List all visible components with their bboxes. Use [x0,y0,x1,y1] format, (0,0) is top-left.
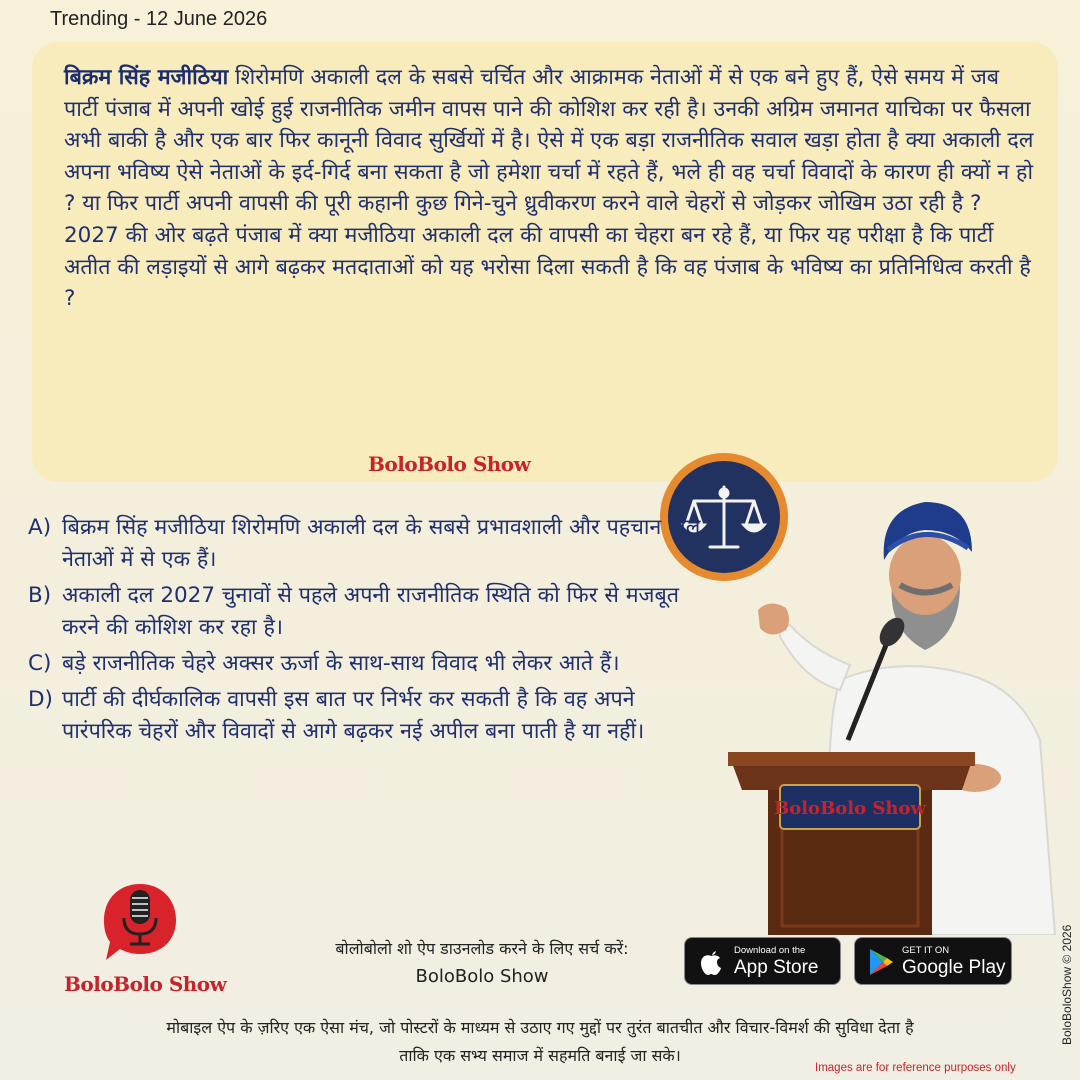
microphone-speech-bubble-icon [100,878,180,968]
option-text: पार्टी की दीर्घकालिक वापसी इस बात पर निर्भर कर सकती है कि वह अपने पारंपरिक चेहरों और विवादों से आगे बढ़कर नई अपील बना पाती है या नहीं। [62,687,645,744]
reference-disclaimer: Images are for reference purposes only [815,1062,1016,1074]
app-store-small-label: Download on the [734,945,806,956]
google-play-label: Google Play [902,957,1006,978]
article-text [64,62,1039,315]
podium-brand-label: BoloBolo Show [774,798,926,819]
option-letter: B) [28,583,52,608]
brand-logo-text: BoloBolo Show [64,972,227,996]
answer-options [28,512,708,752]
brand-watermark: BoloBolo Show [368,452,531,476]
app-store-label: App Store [734,957,819,978]
download-prompt [282,935,682,991]
article-body: शिरोमणि अकाली दल के सबसे चर्चित और आक्रामक नेताओं में से एक बने हुए हैं, ऐसे समय में जब पार्टी पंजाब में अपनी खोई हुई राजनीतिक जमीन वापस पाने की कोशिश कर रही है। उनकी अग्रिम जमानत याचिका पर फैसला अभी बाकी है और एक बार फिर कानूनी विवाद सुर्खियों में है। ऐसे में एक बड़ा राजनीतिक सवाल खड़ा होता है क्या अकाली दल अपना भविष्य ऐसे नेताओं के इर्द-गिर्द बना सकता है जो हमेशा चर्चा में रहते हैं, भले ही वह चर्चा विवादों के कारण ही क्यों न हो ? या फिर पार्टी अपनी वापसी की पूरी कहानी कुछ गिने-चुने ध्रुवीकरण करने वाले चेहरों से जोड़कर जोखिम उठा रही है ? 2027 की ओर बढ़ते पंजाब में क्या मजीठिया अकाली दल की वापसी का चेहरा बन रहे हैं, या फिर यह परीक्षा है कि पार्टी अतीत की लड़ाइयों से आगे बढ़कर मतदाताओं को यह भरोसा दिला सकती है कि वह पंजाब के भविष्य का प्रतिनिधित्व करती है ? [64,65,1034,312]
option-a[interactable] [28,512,708,576]
option-letter: C) [28,651,52,676]
option-text: बड़े राजनीतिक चेहरे अक्सर ऊर्जा के साथ-साथ विवाद भी लेकर आते हैं। [62,651,620,676]
copyright-text: BoloBoloShow © 2026 [1060,924,1074,1045]
option-letter: A) [28,515,52,540]
option-text: बिक्रम सिंह मजीठिया शिरोमणि अकाली दल के सबसे प्रभावशाली और पहचान वाले नेताओं में से एक हैं। [62,515,701,572]
download-app-name: BoloBolo Show [415,966,549,987]
option-text: अकाली दल 2027 चुनावों से पहले अपनी राजनीतिक स्थिति को फिर से मजबूत करने की कोशिश कर रहा है। [62,583,680,640]
footer-line-1: मोबाइल ऐप के ज़रिए एक ऐसा मंच, जो पोस्टरों के माध्यम से उठाए गए मुद्दों पर तुरंत बातचीत और विचार-विमर्श की सुविधा देता है [166,1018,914,1037]
option-c[interactable] [28,648,708,680]
option-b[interactable] [28,580,708,644]
article-lead-name: बिक्रम सिंह मजीठिया [64,65,229,90]
speaker-illustration [720,490,1065,935]
download-instruction: बोलोबोलो शो ऐप डाउनलोड करने के लिए सर्च करें: [335,939,629,958]
app-store-button[interactable] [684,937,841,985]
option-letter: D) [28,687,53,712]
google-play-small-label: GET IT ON [902,945,950,956]
google-play-icon [867,947,895,977]
option-d[interactable] [28,684,708,748]
apple-icon [697,947,725,977]
footer-line-2: ताकि एक सभ्य समाज में सहमति बनाई जा सके। [399,1046,681,1065]
trending-date: Trending - 12 June 2026 [50,8,268,30]
google-play-button[interactable] [854,937,1012,985]
